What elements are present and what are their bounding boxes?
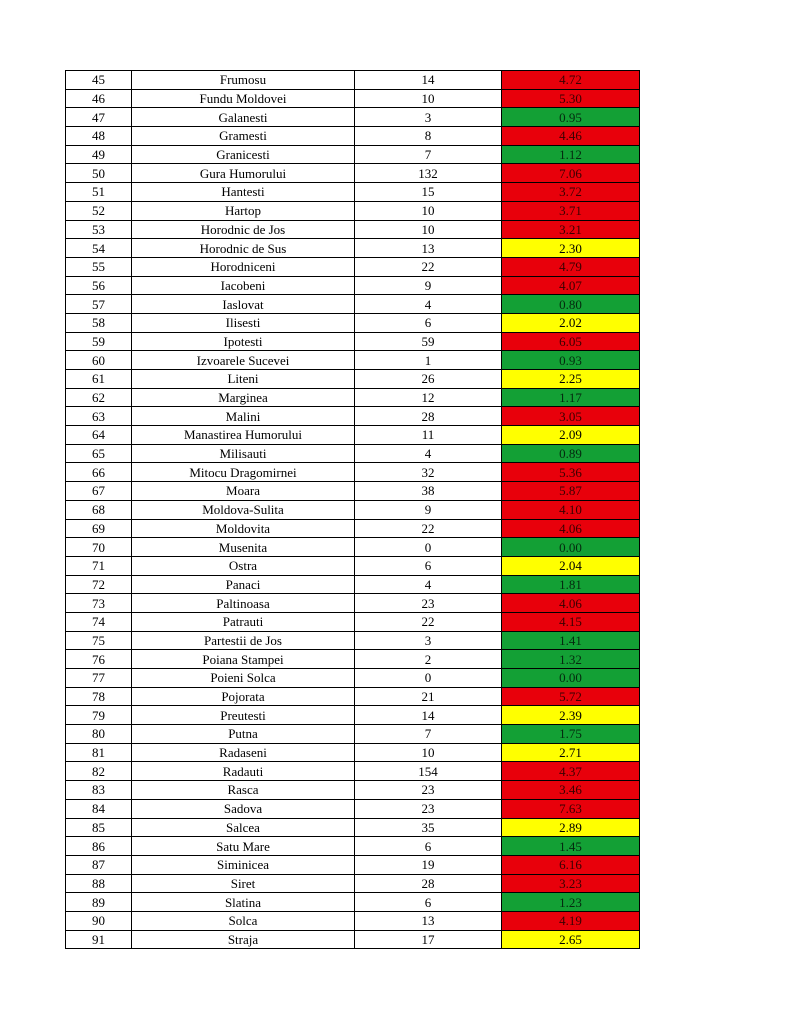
- incidence-rate-cell: 4.10: [502, 500, 640, 519]
- case-count-cell: 28: [355, 407, 502, 426]
- row-number-cell: 51: [66, 183, 132, 202]
- incidence-rate-cell: 4.19: [502, 911, 640, 930]
- case-count-cell: 3: [355, 108, 502, 127]
- table-row: [66, 89, 640, 108]
- locality-name-cell: Slatina: [132, 893, 355, 912]
- row-number-cell: 64: [66, 426, 132, 445]
- case-count-cell: 7: [355, 725, 502, 744]
- locality-name-cell: Putna: [132, 725, 355, 744]
- locality-name-cell: Poiana Stampei: [132, 650, 355, 669]
- incidence-rate-cell: 1.12: [502, 145, 640, 164]
- table-row: [66, 407, 640, 426]
- case-count-cell: 10: [355, 743, 502, 762]
- table-row: [66, 556, 640, 575]
- table-row: [66, 612, 640, 631]
- table-row: [66, 295, 640, 314]
- incidence-rate-cell: 1.23: [502, 893, 640, 912]
- case-count-cell: 6: [355, 837, 502, 856]
- row-number-cell: 47: [66, 108, 132, 127]
- case-count-cell: 14: [355, 71, 502, 90]
- locality-name-cell: Solca: [132, 911, 355, 930]
- locality-name-cell: Preutesti: [132, 706, 355, 725]
- row-number-cell: 70: [66, 538, 132, 557]
- incidence-rate-cell: 5.36: [502, 463, 640, 482]
- row-number-cell: 78: [66, 687, 132, 706]
- locality-name-cell: Gura Humorului: [132, 164, 355, 183]
- row-number-cell: 55: [66, 257, 132, 276]
- incidence-rate-cell: 3.21: [502, 220, 640, 239]
- incidence-rate-cell: 3.72: [502, 183, 640, 202]
- incidence-rate-cell: 4.37: [502, 762, 640, 781]
- row-number-cell: 65: [66, 444, 132, 463]
- locality-name-cell: Gramesti: [132, 127, 355, 146]
- row-number-cell: 60: [66, 351, 132, 370]
- row-number-cell: 68: [66, 500, 132, 519]
- table-row: [66, 201, 640, 220]
- incidence-rate-cell: 1.17: [502, 388, 640, 407]
- incidence-rate-cell: 7.63: [502, 799, 640, 818]
- table-row: [66, 239, 640, 258]
- row-number-cell: 50: [66, 164, 132, 183]
- row-number-cell: 73: [66, 594, 132, 613]
- row-number-cell: 79: [66, 706, 132, 725]
- incidence-rate-cell: 2.39: [502, 706, 640, 725]
- case-count-cell: 154: [355, 762, 502, 781]
- case-count-cell: 12: [355, 388, 502, 407]
- case-count-cell: 22: [355, 257, 502, 276]
- locality-name-cell: Panaci: [132, 575, 355, 594]
- locality-name-cell: Hantesti: [132, 183, 355, 202]
- row-number-cell: 53: [66, 220, 132, 239]
- row-number-cell: 59: [66, 332, 132, 351]
- table-row: [66, 874, 640, 893]
- locality-name-cell: Mitocu Dragomirnei: [132, 463, 355, 482]
- incidence-rate-cell: 5.30: [502, 89, 640, 108]
- table-row: [66, 799, 640, 818]
- row-number-cell: 52: [66, 201, 132, 220]
- incidence-rate-cell: 6.05: [502, 332, 640, 351]
- case-count-cell: 3: [355, 631, 502, 650]
- locality-name-cell: Malini: [132, 407, 355, 426]
- case-count-cell: 32: [355, 463, 502, 482]
- row-number-cell: 48: [66, 127, 132, 146]
- locality-name-cell: Radauti: [132, 762, 355, 781]
- incidence-rate-cell: 0.95: [502, 108, 640, 127]
- case-count-cell: 35: [355, 818, 502, 837]
- locality-name-cell: Ipotesti: [132, 332, 355, 351]
- table-row: [66, 127, 640, 146]
- row-number-cell: 71: [66, 556, 132, 575]
- row-number-cell: 62: [66, 388, 132, 407]
- incidence-rate-cell: 1.75: [502, 725, 640, 744]
- case-count-cell: 11: [355, 426, 502, 445]
- row-number-cell: 49: [66, 145, 132, 164]
- table-row: [66, 463, 640, 482]
- locality-name-cell: Ilisesti: [132, 313, 355, 332]
- locality-name-cell: Iacobeni: [132, 276, 355, 295]
- case-count-cell: 10: [355, 220, 502, 239]
- row-number-cell: 87: [66, 855, 132, 874]
- locality-name-cell: Fundu Moldovei: [132, 89, 355, 108]
- table-row: [66, 145, 640, 164]
- case-count-cell: 2: [355, 650, 502, 669]
- case-count-cell: 19: [355, 855, 502, 874]
- locality-name-cell: Straja: [132, 930, 355, 949]
- incidence-rate-cell: 2.09: [502, 426, 640, 445]
- table-body: [66, 71, 640, 949]
- row-number-cell: 88: [66, 874, 132, 893]
- locality-name-cell: Horodnic de Jos: [132, 220, 355, 239]
- table-row: [66, 164, 640, 183]
- table-row: [66, 725, 640, 744]
- incidence-rate-cell: 4.46: [502, 127, 640, 146]
- case-count-cell: 9: [355, 500, 502, 519]
- table-row: [66, 837, 640, 856]
- case-count-cell: 22: [355, 612, 502, 631]
- locality-name-cell: Rasca: [132, 781, 355, 800]
- table-row: [66, 257, 640, 276]
- locality-name-cell: Liteni: [132, 370, 355, 389]
- table-row: [66, 762, 640, 781]
- data-table: [65, 70, 640, 949]
- row-number-cell: 76: [66, 650, 132, 669]
- case-count-cell: 13: [355, 239, 502, 258]
- table-row: [66, 482, 640, 501]
- locality-name-cell: Siret: [132, 874, 355, 893]
- case-count-cell: 23: [355, 594, 502, 613]
- case-count-cell: 10: [355, 89, 502, 108]
- table-row: [66, 743, 640, 762]
- case-count-cell: 23: [355, 781, 502, 800]
- incidence-rate-cell: 2.71: [502, 743, 640, 762]
- row-number-cell: 72: [66, 575, 132, 594]
- row-number-cell: 56: [66, 276, 132, 295]
- table-row: [66, 781, 640, 800]
- table-row: [66, 594, 640, 613]
- table-row: [66, 650, 640, 669]
- case-count-cell: 38: [355, 482, 502, 501]
- table-row: [66, 855, 640, 874]
- table-row: [66, 706, 640, 725]
- row-number-cell: 80: [66, 725, 132, 744]
- incidence-rate-cell: 2.04: [502, 556, 640, 575]
- row-number-cell: 63: [66, 407, 132, 426]
- table-row: [66, 426, 640, 445]
- locality-name-cell: Iaslovat: [132, 295, 355, 314]
- table-row: [66, 220, 640, 239]
- locality-name-cell: Moldova-Sulita: [132, 500, 355, 519]
- case-count-cell: 22: [355, 519, 502, 538]
- incidence-rate-cell: 2.02: [502, 313, 640, 332]
- locality-name-cell: Hartop: [132, 201, 355, 220]
- locality-name-cell: Horodniceni: [132, 257, 355, 276]
- table-row: [66, 631, 640, 650]
- table-row: [66, 444, 640, 463]
- locality-name-cell: Milisauti: [132, 444, 355, 463]
- table-row: [66, 71, 640, 90]
- locality-name-cell: Musenita: [132, 538, 355, 557]
- locality-name-cell: Paltinoasa: [132, 594, 355, 613]
- table-row: [66, 687, 640, 706]
- case-count-cell: 4: [355, 295, 502, 314]
- table-row: [66, 370, 640, 389]
- case-count-cell: 6: [355, 893, 502, 912]
- case-count-cell: 13: [355, 911, 502, 930]
- table-row: [66, 351, 640, 370]
- locality-name-cell: Frumosu: [132, 71, 355, 90]
- case-count-cell: 21: [355, 687, 502, 706]
- incidence-rate-cell: 4.06: [502, 594, 640, 613]
- incidence-rate-cell: 1.32: [502, 650, 640, 669]
- locality-name-cell: Ostra: [132, 556, 355, 575]
- locality-name-cell: Galanesti: [132, 108, 355, 127]
- incidence-rate-cell: 3.23: [502, 874, 640, 893]
- row-number-cell: 84: [66, 799, 132, 818]
- incidence-rate-cell: 2.25: [502, 370, 640, 389]
- incidence-rate-cell: 0.00: [502, 669, 640, 688]
- locality-name-cell: Satu Mare: [132, 837, 355, 856]
- case-count-cell: 1: [355, 351, 502, 370]
- table-row: [66, 332, 640, 351]
- locality-name-cell: Manastirea Humorului: [132, 426, 355, 445]
- row-number-cell: 89: [66, 893, 132, 912]
- case-count-cell: 10: [355, 201, 502, 220]
- case-count-cell: 4: [355, 575, 502, 594]
- locality-name-cell: Salcea: [132, 818, 355, 837]
- incidence-rate-cell: 4.07: [502, 276, 640, 295]
- row-number-cell: 81: [66, 743, 132, 762]
- incidence-rate-cell: 1.41: [502, 631, 640, 650]
- incidence-rate-cell: 0.80: [502, 295, 640, 314]
- case-count-cell: 15: [355, 183, 502, 202]
- incidence-rate-cell: 4.15: [502, 612, 640, 631]
- row-number-cell: 45: [66, 71, 132, 90]
- row-number-cell: 82: [66, 762, 132, 781]
- table-row: [66, 313, 640, 332]
- locality-name-cell: Moldovita: [132, 519, 355, 538]
- table-row: [66, 500, 640, 519]
- incidence-rate-cell: 5.72: [502, 687, 640, 706]
- locality-name-cell: Siminicea: [132, 855, 355, 874]
- row-number-cell: 58: [66, 313, 132, 332]
- incidence-rate-cell: 4.72: [502, 71, 640, 90]
- case-count-cell: 132: [355, 164, 502, 183]
- table-row: [66, 519, 640, 538]
- locality-name-cell: Granicesti: [132, 145, 355, 164]
- incidence-rate-cell: 2.89: [502, 818, 640, 837]
- incidence-rate-cell: 0.89: [502, 444, 640, 463]
- table-row: [66, 575, 640, 594]
- case-count-cell: 9: [355, 276, 502, 295]
- table-row: [66, 930, 640, 949]
- locality-name-cell: Izvoarele Sucevei: [132, 351, 355, 370]
- incidence-rate-cell: 0.00: [502, 538, 640, 557]
- incidence-rate-cell: 1.45: [502, 837, 640, 856]
- case-count-cell: 7: [355, 145, 502, 164]
- incidence-rate-cell: 2.65: [502, 930, 640, 949]
- incidence-rate-cell: 6.16: [502, 855, 640, 874]
- row-number-cell: 90: [66, 911, 132, 930]
- row-number-cell: 46: [66, 89, 132, 108]
- table-row: [66, 388, 640, 407]
- row-number-cell: 67: [66, 482, 132, 501]
- case-count-cell: 0: [355, 538, 502, 557]
- locality-name-cell: Patrauti: [132, 612, 355, 631]
- case-count-cell: 0: [355, 669, 502, 688]
- case-count-cell: 14: [355, 706, 502, 725]
- locality-name-cell: Poieni Solca: [132, 669, 355, 688]
- case-count-cell: 26: [355, 370, 502, 389]
- incidence-rate-cell: 5.87: [502, 482, 640, 501]
- table-row: [66, 818, 640, 837]
- row-number-cell: 54: [66, 239, 132, 258]
- row-number-cell: 85: [66, 818, 132, 837]
- case-count-cell: 23: [355, 799, 502, 818]
- table-row: [66, 911, 640, 930]
- incidence-rate-cell: 3.46: [502, 781, 640, 800]
- row-number-cell: 83: [66, 781, 132, 800]
- incidence-rate-cell: 0.93: [502, 351, 640, 370]
- table-row: [66, 893, 640, 912]
- table-row: [66, 183, 640, 202]
- incidence-rate-cell: 4.06: [502, 519, 640, 538]
- row-number-cell: 57: [66, 295, 132, 314]
- case-count-cell: 8: [355, 127, 502, 146]
- incidence-rate-cell: 7.06: [502, 164, 640, 183]
- table-row: [66, 669, 640, 688]
- row-number-cell: 61: [66, 370, 132, 389]
- case-count-cell: 59: [355, 332, 502, 351]
- incidence-rate-cell: 1.81: [502, 575, 640, 594]
- row-number-cell: 66: [66, 463, 132, 482]
- table-row: [66, 276, 640, 295]
- case-count-cell: 6: [355, 556, 502, 575]
- row-number-cell: 77: [66, 669, 132, 688]
- row-number-cell: 69: [66, 519, 132, 538]
- locality-name-cell: Pojorata: [132, 687, 355, 706]
- table-row: [66, 538, 640, 557]
- incidence-rate-cell: 4.79: [502, 257, 640, 276]
- row-number-cell: 86: [66, 837, 132, 856]
- incidence-rate-cell: 3.71: [502, 201, 640, 220]
- case-count-cell: 6: [355, 313, 502, 332]
- locality-name-cell: Radaseni: [132, 743, 355, 762]
- locality-name-cell: Horodnic de Sus: [132, 239, 355, 258]
- case-count-cell: 4: [355, 444, 502, 463]
- row-number-cell: 91: [66, 930, 132, 949]
- table-row: [66, 108, 640, 127]
- incidence-rate-cell: 3.05: [502, 407, 640, 426]
- incidence-rate-cell: 2.30: [502, 239, 640, 258]
- locality-name-cell: Partestii de Jos: [132, 631, 355, 650]
- case-count-cell: 28: [355, 874, 502, 893]
- locality-name-cell: Moara: [132, 482, 355, 501]
- row-number-cell: 75: [66, 631, 132, 650]
- row-number-cell: 74: [66, 612, 132, 631]
- case-count-cell: 17: [355, 930, 502, 949]
- locality-name-cell: Marginea: [132, 388, 355, 407]
- locality-name-cell: Sadova: [132, 799, 355, 818]
